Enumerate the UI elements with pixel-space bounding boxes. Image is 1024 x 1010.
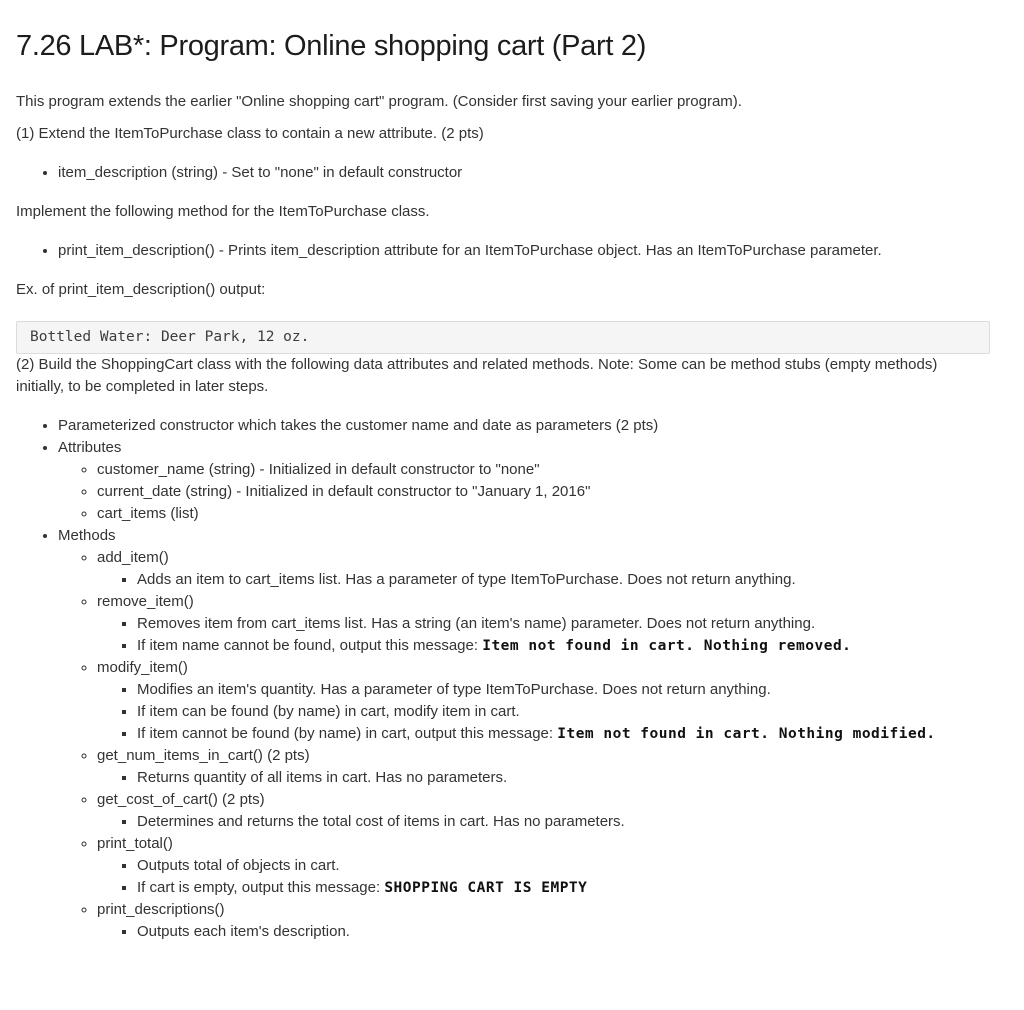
list-item [137,767,1006,789]
method-detail: Outputs total of objects in cart. [137,857,340,874]
attribute-description: item_description (string) - Set to "none" in default constructor [58,164,463,181]
method-name-add-item: add_item() [97,549,169,566]
step1-heading: (1) Extend the ItemToPurchase class to contain a new attribute. (2 pts) [16,125,484,142]
list-item [97,503,1006,525]
step2-list [16,415,1006,943]
list-item [58,240,1006,262]
method-detail: Determines and returns the total cost of items in cart. Has no parameters. [137,813,625,830]
list-item [137,569,1006,591]
list-item [58,437,1006,525]
method-detail: If item can be found (by name) in cart, modify item in cart. [137,703,520,720]
methods-label: Methods [58,527,116,544]
step1-method-list [16,240,1006,262]
step1-attribute-list [16,162,1006,184]
method-detail: If item cannot be found (by name) in cart, output this message: [137,725,558,742]
list-item [137,855,1006,877]
list-item [137,701,1006,723]
example-output-label: Ex. of print_item_description() output: [16,281,266,298]
list-item [97,745,1006,789]
method-name-modify-item: modify_item() [97,659,188,676]
attr-cart-items: cart_items (list) [97,505,199,522]
method-detail: Returns quantity of all items in cart. Has no parameters. [137,769,508,786]
step2-heading: (2) Build the ShoppingCart class with the following data attributes and related methods. Note: Some can be method stubs (empty methods) initially, to be completed in later steps. [16,356,938,395]
list-item [137,921,1006,943]
method-detail-list [97,767,1006,789]
list-item [97,547,1006,591]
page-title: 7.26 LAB*: Program: Online shopping cart (Part 2) [16,30,647,62]
list-item [97,459,1006,481]
inline-code-message: Item not found in cart. Nothing removed. [482,638,852,654]
method-detail: Modifies an item's quantity. Has a parameter of type ItemToPurchase. Does not return anything. [137,681,771,698]
method-name-get-num-items: get_num_items_in_cart() (2 pts) [97,747,310,764]
list-item [97,591,1006,657]
attributes-sublist [58,459,1006,525]
list-item [137,635,1006,657]
list-item [58,525,1006,943]
attr-current-date: current_date (string) - Initialized in default constructor to "January 1, 2016" [97,483,591,500]
list-item [58,415,1006,437]
method-description: print_item_description() - Prints item_description attribute for an ItemToPurchase object. Has an ItemToPurchase parameter. [58,242,882,259]
method-detail-list [97,613,1006,657]
method-detail: Adds an item to cart_items list. Has a parameter of type ItemToPurchase. Does not return anything. [137,571,796,588]
method-detail-list [97,679,1006,745]
list-item [137,679,1006,701]
list-item [137,613,1006,635]
method-name-remove-item: remove_item() [97,593,194,610]
methods-sublist [58,547,1006,943]
list-item [137,877,1006,899]
method-detail: If cart is empty, output this message: [137,879,385,896]
example-output-code-block [16,321,990,354]
step1-implement-paragraph: Implement the following method for the ItemToPurchase class. [16,203,430,220]
method-detail-list [97,855,1006,899]
list-item [137,811,1006,833]
inline-code-message: SHOPPING CART IS EMPTY [384,880,588,896]
attr-customer-name: customer_name (string) - Initialized in default constructor to "none" [97,461,540,478]
method-detail-list [97,811,1006,833]
list-item [97,481,1006,503]
method-name-print-descriptions: print_descriptions() [97,901,225,918]
method-detail: Outputs each item's description. [137,923,350,940]
method-detail-list [97,921,1006,943]
list-item [137,723,1006,745]
attributes-label: Attributes [58,439,122,456]
method-name-get-cost: get_cost_of_cart() (2 pts) [97,791,265,808]
param-ctor-description: Parameterized constructor which takes the customer name and date as parameters (2 pts) [58,417,659,434]
list-item [97,789,1006,833]
list-item [97,833,1006,899]
list-item [97,899,1006,943]
method-detail: Removes item from cart_items list. Has a string (an item's name) parameter. Does not return anything. [137,615,816,632]
example-output-text: Bottled Water: Deer Park, 12 oz. [30,329,310,345]
method-name-print-total: print_total() [97,835,173,852]
list-item [58,162,1006,184]
intro-paragraph: This program extends the earlier "Online shopping cart" program. (Consider first saving your earlier program). [16,93,742,110]
method-detail: If item name cannot be found, output this message: [137,637,483,654]
method-detail-list [97,569,1006,591]
list-item [97,657,1006,745]
inline-code-message: Item not found in cart. Nothing modified. [557,726,936,742]
